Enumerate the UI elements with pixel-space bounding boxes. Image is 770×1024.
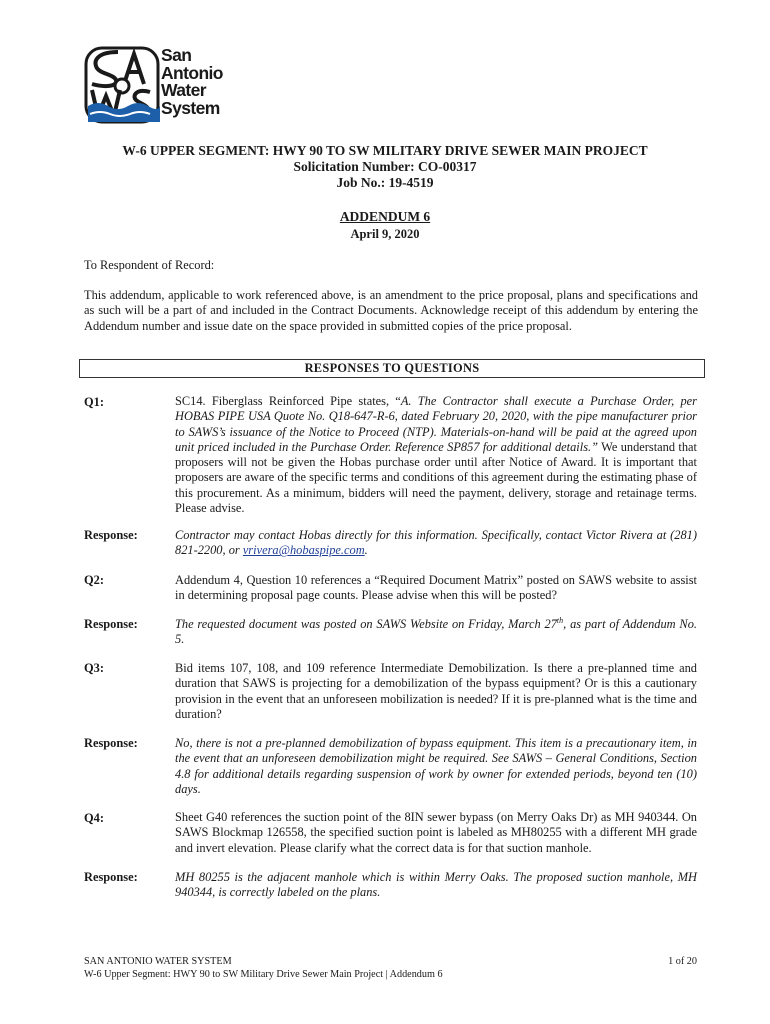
logo-line: San [161, 45, 192, 65]
footer-org: SAN ANTONIO WATER SYSTEM [84, 956, 232, 967]
saws-logo-wordmark [161, 47, 223, 117]
q3-response-label: Response: [84, 736, 138, 750]
q2-response-label: Response: [84, 617, 138, 631]
q1-label: Q1: [84, 395, 104, 409]
email-link[interactable]: vrivera@hobaspipe.com [242, 543, 365, 558]
q3-label: Q3: [84, 661, 104, 675]
footer-project: W-6 Upper Segment: HWY 90 to SW Military Drive Sewer Main Project | Addendum 6 [84, 969, 443, 980]
q2-response-text: The requested document was posted on SAWS Website on Friday, March 27 [175, 617, 557, 631]
salutation: To Respondent of Record: [84, 258, 215, 272]
q4-text: Sheet G40 references the suction point of the 8IN sewer bypass (on Merry Oaks Dr) as MH 940344. On SAWS Blockmap 126558, the specified suction point is labeled as MH80255 with a different MH grade and invert elevation. Please clarify what the correct data is for that suction manhole. [175, 810, 697, 855]
q1-text [175, 394, 697, 516]
q1-response [175, 528, 697, 559]
q1-text-quote: A. The Contractor shall execute a Purchase Order, per HOBAS PIPE USA Quote No. Q18-647-R-6, dated February 20, 2020, with the pipe manufacturer prior to SAWS’s issuance of the Notice to Proceed (NTP). Materials-on-hand will be paid at the agreed upon unit priced included in the Purchase Order. Reference SP857 for additional details.” [175, 394, 697, 454]
q2-response [175, 617, 697, 648]
q2-text: Addendum 4, Question 10 references a “Required Document Matrix” posted on SAWS website to assist in determining proposal page counts. Please advise when this will be posted? [175, 573, 697, 603]
q4-response-label: Response: [84, 870, 138, 884]
logo-line: Antonio [161, 62, 223, 83]
q2-label: Q2: [84, 573, 104, 587]
q3-text: Bid items 107, 108, and 109 reference Intermediate Demobilization. Is there a pre-planned time and duration that SAWS is projecting for a demobilization of the bypass equipment? Or is this a cautionary provision in the event that an unforeseen mobilization is needed? If it is pre-planned what is the time and duration? [175, 661, 697, 721]
addendum-title: ADDENDUM 6 [339, 209, 431, 224]
job-number: Job No.: 19-4519 [336, 175, 434, 190]
q2-response-sup: th [556, 615, 564, 625]
q3-response: No, there is not a pre-planned demobilization of bypass equipment. This item is a precautionary item, in the event that an unforeseen demobilization might be required. See SAWS – General Conditions, Section 4.8 for additional details regarding suspension of work by owner for extended periods, beyond ten (10) days. [175, 736, 697, 796]
logo-line: Water [161, 80, 206, 100]
q1-text-question: We understand that proposers will not be given the Hobas purchase order until after Notice of Award. It is important that proposers are aware of the specific terms and conditions of this agreement during the estimating phase of this procurement. As a minimum, bidders will need the payment, delivery, storage and retainage terms. Please advise. [175, 439, 698, 516]
intro-paragraph: This addendum, applicable to work referenced above, is an amendment to the price proposal, plans and specifications and as such will be a part of and included in the Contract Documents. Acknowledge receipt of this addendum by entering the Addendum number and issue date on the space provided in submitted copies of the price proposal. [84, 288, 698, 333]
q4-label: Q4: [84, 811, 104, 825]
q1-response-end: . [364, 543, 368, 558]
project-title: W-6 UPPER SEGMENT: HWY 90 TO SW MILITARY DRIVE SEWER MAIN PROJECT [122, 143, 648, 158]
q4-response: MH 80255 is the adjacent manhole which is within Merry Oaks. The proposed suction manhole, MH 940344, is correctly labeled on the plans. [175, 870, 697, 900]
solicitation-number: Solicitation Number: CO-00317 [293, 159, 477, 174]
q1-text-intro: SC14. Fiberglass Reinforced Pipe states, “ [175, 394, 401, 408]
logo-line: System [161, 97, 220, 118]
addendum-date: April 9, 2020 [350, 227, 420, 241]
q1-response-text: Contractor may contact Hobas directly for this information. Specifically, contact Victor Rivera at (281) 821-2200, or [175, 528, 697, 558]
page-number: 1 of 20 [668, 956, 697, 967]
q1-response-label: Response: [84, 528, 138, 542]
q2-response-end: , as part of Addendum No. 5. [175, 617, 697, 647]
section-heading: RESPONSES TO QUESTIONS [79, 359, 705, 378]
